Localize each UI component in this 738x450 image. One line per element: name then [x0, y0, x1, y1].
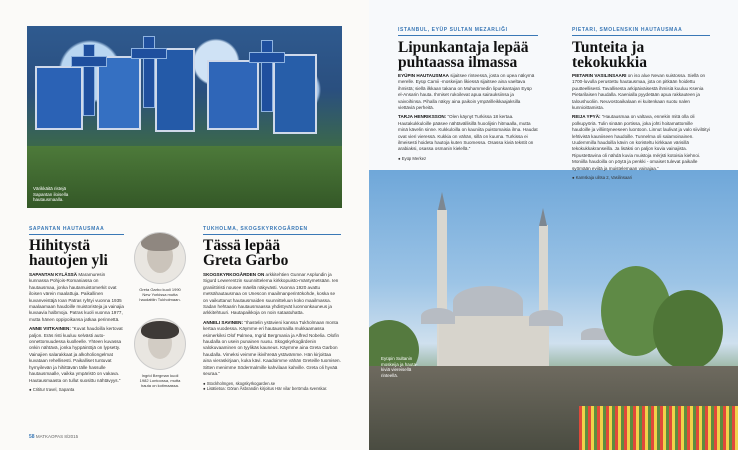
article-kicker: SAPANTAN HAUTAUSMAA: [29, 226, 105, 232]
article-body: [398, 73, 538, 161]
hair-shape: [141, 233, 179, 251]
lead-in: EYÜPIN HAUTAUSMAA: [398, 73, 449, 78]
caption-line: Eyüpin Sultanin: [381, 356, 413, 361]
source-text: Crititur travel, Sapanta: [32, 386, 75, 392]
paragraph: [398, 73, 538, 111]
paragraph-text: on iso alue Nevan suistossa. Siellä on 1700-luvulla perustettu hautausmaa, jota on pitkään hoidettu puutteellisesti. Tavallisesta arkipäiväisestä ihmisiä kuuluu Ksenia Pietarilaisen haudalla. Kaenialla pyydetään apua rakkauteen ja taloushuoliin. Neuvostoaikalaan ei kuitenkaan suotu nalen kunnioittamista.: [572, 73, 706, 111]
article-body: [572, 73, 710, 180]
source-text: Lisätietoa: Göran Åsbrandin kirjoitus Här vilar berömda svenskar.: [206, 385, 328, 391]
minaret-tip: [539, 208, 547, 226]
article-kicker: TUKHOLMA, SKOGSKYRKOGÅRDEN: [203, 226, 308, 232]
title-line: Lipunkantaja lepää: [398, 39, 529, 56]
caption-line: Värikkäitä ristejä: [33, 186, 67, 191]
paragraph-text: Maramuresin kunnassa Pohjois-Romaniassa on hautausmaa, jonka hautamuistomerkit ovat iloisen värein maalattuja. Paikallinen kuvanveistäjä Ioan Patras ryhtyi vuonna 1935 maalaamaan haudoille muistoristeja ja vainajia kuvaavia halbmoja. Patras kuoli vuonna 1977, mutta hänen oppipoikansa jatkaa perinnettä.: [29, 272, 124, 322]
article-kicker: ISTANBUL, EYÜP SULTAN MEZARLIĞI: [398, 27, 508, 33]
caption-line: moskeija ja hauta-: [381, 361, 418, 367]
source-note: ● Eyüp Merkez: [398, 155, 427, 161]
paragraph: [29, 326, 124, 384]
title-line: puhtaassa ilmassa: [398, 54, 518, 71]
caption-line: Greta Garbo kuoli 1990: [139, 287, 181, 292]
lead-in: SKOGSKYRKOGÅRDEN ON: [203, 272, 265, 277]
paragraph: [398, 114, 538, 152]
side-dome: [529, 310, 563, 326]
source-text: Eyüp Merkez: [401, 155, 427, 161]
caption-line: hauta on kotimaassa.: [140, 383, 180, 388]
portrait-caption: [126, 373, 194, 388]
caption-line: 1982 Lontoossa, mutta: [139, 378, 181, 383]
title-line: Greta Garbo: [203, 252, 289, 269]
cross-shape: [143, 36, 155, 108]
merry-cemetery-photo: [27, 26, 342, 208]
title-line: Tässä lepää: [203, 237, 281, 254]
source-note: ● Stockholmgen, skogskyrkogarden.se: [203, 380, 276, 386]
title-line: hautojen yli: [29, 252, 108, 269]
kicker-rule: [29, 234, 124, 235]
eyup-mosque-photo: [369, 170, 738, 450]
page-folio: [29, 434, 78, 440]
greta-garbo-portrait: [134, 232, 186, 284]
minaret-tip: [438, 192, 446, 210]
title-line: Hihitystä: [29, 237, 91, 254]
paragraph-text: ”Kuvat haudoilla kertovat paljon. Eräs risti kuuluu selvästi auto-onnettomuudessa kuolleelle. Yhteen kuvassa onkin nähtävä, jonka hyppäintöjä on lypsetty. Vainajien salarakkaat ja alkoholiongelmat kuvataan rehellisesti. Paikalliset tuntuvat hymyilevän ja hihittävän tälle hassulle hautausmaalle, vaikka ympäristö on vakava. Hautausmaasta on tullut suosittu nähtävyys.”: [29, 326, 123, 383]
paragraph-text: ”Olen käynyt Turkissa 18 kertaa. Hautakukkuloille pääsee nähtävällisillä huoolijsin hitmaalla, mutta minä kävelin sinne. Kukkuloilla on kauniita puistomaisia ilma. Haudat ovat vieri vieressä. Kukkia on vähän, sillä on kuuma. Turkissa ei ilmeisesti hoideta hautoja kuten Suomessa. Osassa kiviä tekstit on arabiaksi, osassa osmanin kielellä.”: [398, 114, 538, 152]
source-note: ● Crititur travel, Sapanta: [29, 386, 75, 392]
lead-in: TARJA HENRIKSSON:: [398, 114, 447, 120]
lead-in: SAPANTAN KYLÄSSÄ: [29, 272, 78, 277]
paragraph-text: arkkitehtien Gunnar Asplundin ja Sigurd Lewerentzin suunnittelema kirkkopuisto-mäntymetsään. Ien graniittiristi nousee mäellä näkyvästi. Vuonna 1920 avattu metsähautausmaa on Unescon maailmanperintökohde, koska se on vaikuttanut hautausmaiden suunnitteluun koko maailmassa. Sadan hehtaarin hautausmaassa yhdistyvät luonnonkauneus ja arkkitehtuuri. Hautapaikkoja on noin sataatuhatta.: [203, 272, 339, 316]
photo-caption: [33, 186, 68, 203]
cross-shape: [71, 56, 107, 67]
painted-panel: [207, 60, 259, 130]
cross-shape: [249, 52, 285, 63]
caption-line: Ingrid Bergman kuoli: [141, 373, 179, 378]
source-note: ● Kamskaja ulitsa 2, Vasilinsaari: [572, 175, 632, 181]
lead-in: ANNE VIITKAINEN:: [29, 326, 71, 332]
main-dome: [453, 286, 523, 318]
caption-line: haudattiin Tukholmaan.: [139, 297, 181, 302]
painted-panel: [97, 56, 141, 130]
article-title: [572, 40, 647, 70]
article-title: [398, 40, 529, 70]
ingrid-bergman-portrait: [134, 318, 186, 370]
kicker-rule: [203, 234, 341, 235]
paragraph: [29, 272, 124, 323]
lead-in: ANNELI SAVINEN:: [203, 319, 243, 325]
kicker-rule: [572, 35, 710, 36]
right-page: [369, 0, 738, 450]
paragraph: [572, 73, 710, 111]
cross-shape: [261, 40, 273, 112]
paragraph: [572, 114, 710, 172]
source-note: ● Lisätietoa: Göran Åsbrandin kirjoitus Här vilar berömda svenskar.: [203, 385, 328, 391]
hair-shape: [141, 321, 179, 339]
magazine-issue: MATKAOPAS 8/2015: [35, 434, 79, 439]
caption-line: hautausmaalla.: [33, 197, 64, 202]
article-kicker: PIETARI, SMOLENSKIN HAUTAUSMAA: [572, 27, 683, 33]
kicker-rule: [398, 35, 538, 36]
article-body: [29, 272, 124, 392]
lead-in: REIJA YPYÄ:: [572, 114, 601, 120]
paragraph-text: ”Ihastelin ystävieni kanssa Tukholmaan monta kertaa vuodessa. Käymme eri hautausmailla mukkaamassa esimerkiksi Olof Palmea, Ingrid Bergmania ja Alfred Nobelia. Olofin haudalla on usein punainen ruusu. Skogskyrkogårdenin valokuvaaminen on tyylikäs kauneus. Käymme aina Greta Garbon haudalla. Vimeksi veimme ikivihreää ystävämme. Hän kirjoittaa aina vieraskirjaan, kuka kävi. Kaadoimme vähän Greteille tuomisen. Sitten menimme Södermalmille kahvilaan kahville. Greta oli hyvää seuraa.”: [203, 319, 341, 377]
source-text: Stockholmgen, skogskyrkogarden.se: [206, 380, 276, 386]
painted-panel: [273, 54, 317, 134]
grass: [27, 146, 342, 208]
painted-panel: [35, 66, 83, 130]
paragraph: [203, 320, 341, 378]
caption-line: kiviä viereisellä: [381, 367, 412, 372]
paragraph: [203, 272, 341, 317]
page-number: 58: [29, 434, 35, 440]
caption-line: Sapantan iloisella: [33, 191, 69, 197]
tree: [653, 290, 723, 370]
painted-panel: [155, 48, 195, 132]
cross-shape: [83, 44, 95, 116]
flower-bed: [579, 406, 738, 450]
paragraph-text: ”Hautausmaa on valtava, ennekin mitä olla oli polkupyöriä. Tulin sinään portissa, joka johti hoitamattomille haudoille ja villiintyneeseen luontoon. Linnut laulivat ja valo siivilöityi lehtivistä kauniiseen haudoille. Tunnelma oli salamoinainen. Uudemmilla haudoilla kävin on koristeltu kirkkaan värisillä tekokukkakranseilla. Ja lisäksi on paljon kuvia vainajista. Ripustettavina oli nähdä kuvia muistoja mérjsti kotoisia kiehnoi. Moniilla haudoilla on pöytä ja penkki - omaiset tulevat paikalle syömään eviitä ja muistelemaan vainajaa.”: [572, 114, 710, 171]
caption-line: rinteellä.: [381, 372, 399, 378]
side-dome: [421, 308, 455, 324]
portrait-caption: [126, 287, 194, 302]
article-title: [29, 238, 108, 268]
caption-line: New Yorkissa mutta: [142, 292, 178, 297]
title-line: Tunteita ja: [572, 39, 645, 56]
article-body: [203, 272, 341, 391]
source-text: Kamskaja ulitsa 2, Vasilinsaari: [575, 175, 632, 181]
article-title: [203, 238, 288, 268]
title-line: tekokukkia: [572, 54, 647, 71]
photo-caption: [381, 356, 418, 378]
cross-shape: [131, 48, 167, 59]
paragraph-text: sijaitsee rinteessä, josta on upea näkymä merelle. Eyüp Camii -moskeijan likiessä sijaitsee aina vaeltava ihmistä; siellä ilkkaan takana on Muhammedin lipunkantajan Eyüp el-Ansarin hauta. Ihmiset rukoilevat apua sairauksiinsa ja vaivoihinsa. Pihalla näkyy aina paikoin ympärilleikkaajaksilla viettäviä perheitä.: [398, 73, 535, 111]
lead-in: PIETARIN VASILINSAARI: [572, 73, 627, 78]
